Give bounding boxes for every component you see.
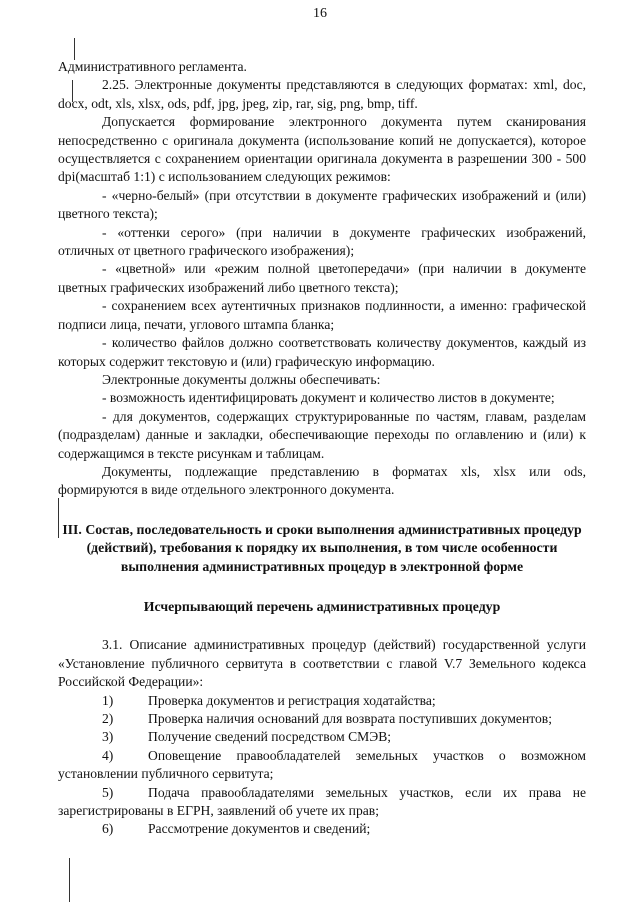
procedure-item <box>58 692 586 710</box>
subheading: Исчерпывающий перечень административных процедур <box>143 598 501 614</box>
procedure-item <box>58 710 586 728</box>
list-item: - для документов, содержащих структурированные по частям, главам, разделам (подразделам) данные и закладки, обеспечивающие переходы по оглавлению и (или) к содержащимся в тексте рисункам и таблицам. <box>58 408 586 461</box>
item-text: Оповещение правообладателей земельных участков о возможном установлении публичного сервитута; <box>58 747 586 782</box>
section-heading: III. Состав, последовательность и сроки выполнения административных процедур (действий), требования к порядку их выполнения, в том числе особенности выполнения административных процедур в электронной форме <box>62 521 582 574</box>
list-item: - возможность идентифицировать документ и количество листов в документе; <box>102 390 555 406</box>
list-item: - «черно-белый» (при отсутствии в документе графических изображений и (или) цветного текста); <box>58 187 586 222</box>
paragraph: Административного регламента. <box>58 59 247 74</box>
list-item: - «цветной» или «режим полной цветопередачи» (при наличии в документе цветных графических изображений либо цветного текста); <box>58 261 586 295</box>
item-number: 4) <box>102 747 114 763</box>
list-item: - количество файлов должно соответствовать количеству документов, каждый из которых содержит текстовую и (или) графическую информацию. <box>58 335 586 369</box>
page-number: 16 <box>313 6 327 21</box>
item-number: 6) <box>102 821 114 837</box>
paragraph: Документы, подлежащие представлению в форматах xls, xlsx или ods, формируются в виде отдельного электронного документа. <box>58 463 586 498</box>
procedure-item <box>58 747 586 784</box>
scan-mark <box>74 38 75 60</box>
procedure-list <box>58 692 586 839</box>
procedure-item <box>58 784 586 821</box>
list-item: - «оттенки серого» (при наличии в документе графических изображений, отличных от цветного графического изображения); <box>58 224 586 259</box>
paragraph: Электронные документы должны обеспечивать: <box>102 371 381 387</box>
list-item: - сохранением всех аутентичных признаков подлинности, а именно: графической подписи лица, печати, углового штампа бланка; <box>58 298 586 332</box>
procedure-item <box>58 728 586 746</box>
paragraph: Допускается формирование электронного документа путем сканирования непосредственно с оригинала документа (использование копий не допускается), которое осуществляется с сохранением ориентации оригинала документа в разрешении 300 - 500 dpi(масштаб 1:1) с использованием следующих режимов: <box>58 114 586 185</box>
item-text: Проверка документов и регистрация ходатайства; <box>148 692 436 708</box>
item-number: 2) <box>102 711 114 726</box>
item-number: 5) <box>102 784 114 800</box>
item-number: 1) <box>102 692 114 708</box>
paragraph: 3.1. Описание административных процедур (действий) государственной услуги «Установление публичного сервитута в соответствии с главой V.7 Земельного кодекса Российской Федерации»: <box>58 637 586 690</box>
item-text: Рассмотрение документов и сведений; <box>148 821 371 837</box>
document-body <box>58 58 586 839</box>
procedure-item <box>58 820 586 838</box>
item-text: Получение сведений посредством СМЭВ; <box>148 729 392 745</box>
item-number: 3) <box>102 729 114 745</box>
paragraph: 2.25. Электронные документы представляются в следующих форматах: xml, doc, docx, odt, xls, xlsx, ods, pdf, jpg, jpeg, zip, rar, sig, png, bmp, tiff. <box>58 77 586 111</box>
item-text: Подача правообладателями земельных участков, если их права не зарегистрированы в ЕГРН, заявлений об учете их прав; <box>58 784 586 819</box>
item-text: Проверка наличия оснований для возврата поступивших документов; <box>148 711 552 726</box>
scan-mark <box>69 858 70 902</box>
